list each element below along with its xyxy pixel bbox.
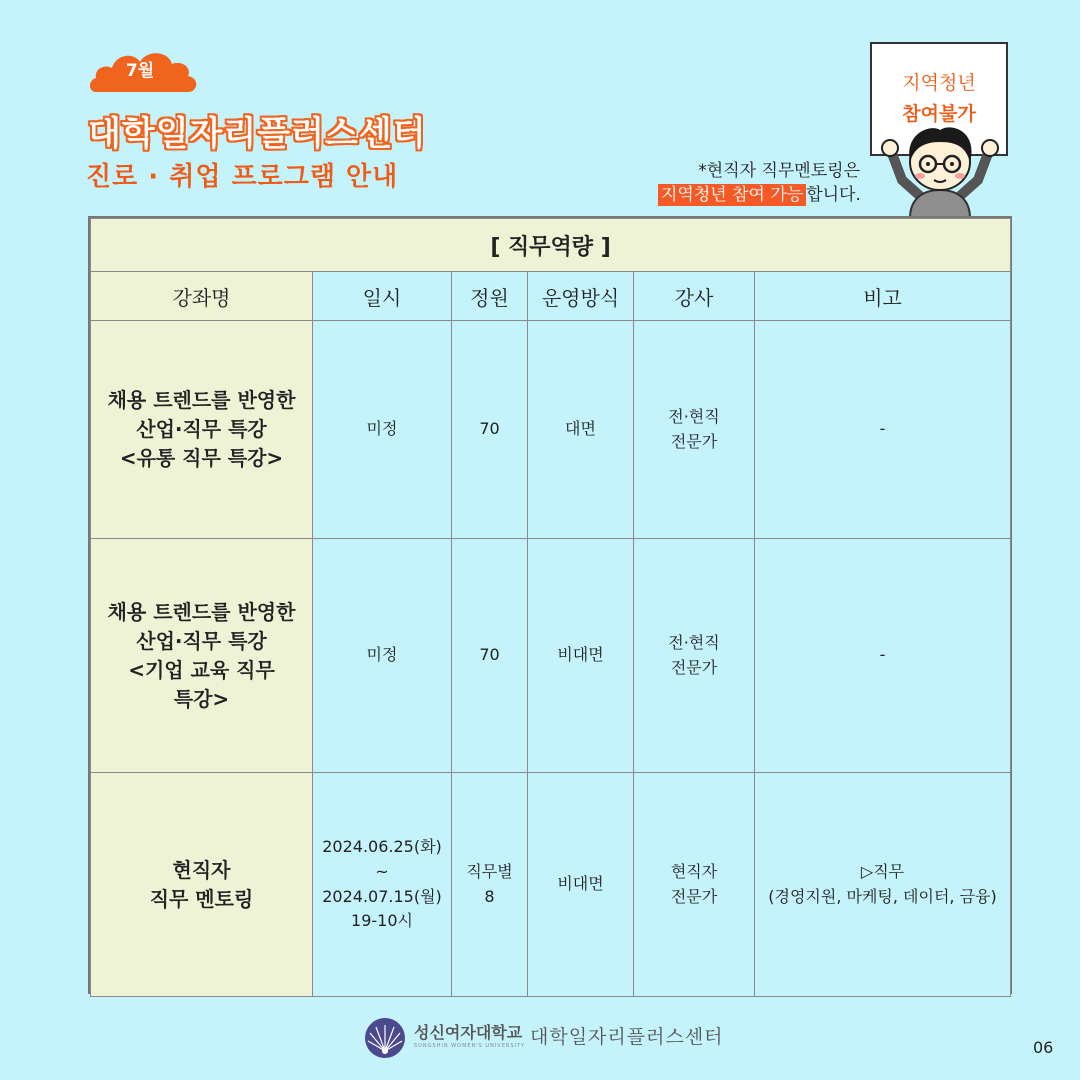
lecture-name-line: 산업·직무 특강 (136, 628, 267, 653)
page-number: 06 (1033, 1038, 1054, 1057)
lecture-capacity (452, 321, 528, 539)
lecture-note-line: - (879, 419, 886, 439)
lecture-method: 대면 (528, 321, 634, 539)
table-row (91, 773, 1011, 997)
column-header-name: 강좌명 (91, 272, 313, 321)
lecture-date-line: 미정 (366, 419, 398, 439)
column-header-capacity: 정원 (452, 272, 528, 321)
lecture-instructor (634, 773, 755, 997)
column-header-instructor: 강사 (634, 272, 755, 321)
column-header-note: 비고 (755, 272, 1011, 321)
lecture-capacity-line: 직무별 (466, 861, 513, 881)
lecture-name-line: 현직자 (172, 857, 231, 882)
lecture-capacity-line: 8 (484, 886, 495, 906)
lecture-instructor-line: 전문가 (670, 886, 718, 906)
lecture-name-line: 직무 멘토링 (149, 886, 254, 911)
note-highlight: 지역청년 참여 가능 (658, 184, 806, 206)
lecture-date-line: ~ (375, 861, 389, 881)
lecture-instructor (634, 321, 755, 539)
center-title: 대학일자리플러스센터 (88, 114, 427, 154)
column-header-method: 운영방식 (528, 272, 634, 321)
lecture-instructor (634, 539, 755, 773)
program-title: 진로 · 취업 프로그램 안내 (86, 162, 399, 192)
lecture-date-line: 2024.06.25(화) (322, 836, 442, 856)
lecture-instructor-line: 전문가 (670, 657, 718, 677)
lecture-date-line: 19-10시 (351, 911, 413, 931)
lecture-name-line: 특강> (173, 686, 230, 711)
lecture-date (313, 539, 452, 773)
lecture-note-line: (경영지원, 마케팅, 데이터, 금융) (768, 886, 997, 906)
lecture-note-line: - (879, 645, 886, 665)
lecture-instructor-line: 전·현직 (668, 632, 720, 652)
lecture-instructor-line: 현직자 (670, 861, 718, 881)
footer-school-name: 성신여자대학교 (414, 1023, 523, 1042)
lecture-date (313, 773, 452, 997)
section-title: [ 직무역량 ] (91, 219, 1011, 272)
lecture-instructor-line: 전·현직 (668, 406, 720, 426)
lecture-note (755, 773, 1011, 997)
lecture-capacity-line: 70 (479, 419, 500, 439)
lecture-name-line: <기업 교육 직무 (128, 657, 275, 682)
note-text: *현직자 직무멘토링은 (698, 161, 860, 181)
sign-line2: 참여불가 (902, 103, 976, 125)
lecture-name (91, 321, 313, 539)
lecture-capacity (452, 539, 528, 773)
footer-center-name: 대학일자리플러스센터 (530, 1026, 724, 1048)
table-row (91, 321, 1011, 539)
program-table (88, 216, 1012, 994)
lecture-instructor-line: 전문가 (670, 431, 718, 451)
column-header-date: 일시 (313, 272, 452, 321)
month-label: 7월 (125, 61, 155, 81)
lecture-name-line: 채용 트렌드를 반영한 (107, 388, 296, 412)
lecture-note (755, 321, 1011, 539)
lecture-date (313, 321, 452, 539)
lecture-date-line: 2024.07.15(월) (322, 886, 442, 906)
lecture-name-line: 채용 트렌드를 반영한 (107, 599, 296, 624)
university-logo-icon (364, 1017, 406, 1059)
note-text-line2 (658, 180, 861, 205)
lecture-name (91, 539, 313, 773)
sign-line1: 지역청년 (902, 72, 976, 94)
character-illustration-icon (880, 118, 1000, 218)
lecture-method: 비대면 (528, 539, 634, 773)
table-row (91, 539, 1011, 773)
lecture-capacity (452, 773, 528, 997)
footer-school-name-en: SUNGSHIN WOMEN'S UNIVERSITY (414, 1043, 526, 1049)
lecture-name (91, 773, 313, 997)
lecture-capacity-line: 70 (479, 645, 500, 665)
lecture-note (755, 539, 1011, 773)
note-suffix: 합니다. (806, 185, 861, 205)
lecture-name-line: <유통 직무 특강> (119, 446, 284, 470)
lecture-name-line: 산업·직무 특강 (136, 417, 267, 441)
lecture-note-line: ▷직무 (860, 861, 905, 881)
lecture-method: 비대면 (528, 773, 634, 997)
lecture-date-line: 미정 (366, 645, 398, 665)
